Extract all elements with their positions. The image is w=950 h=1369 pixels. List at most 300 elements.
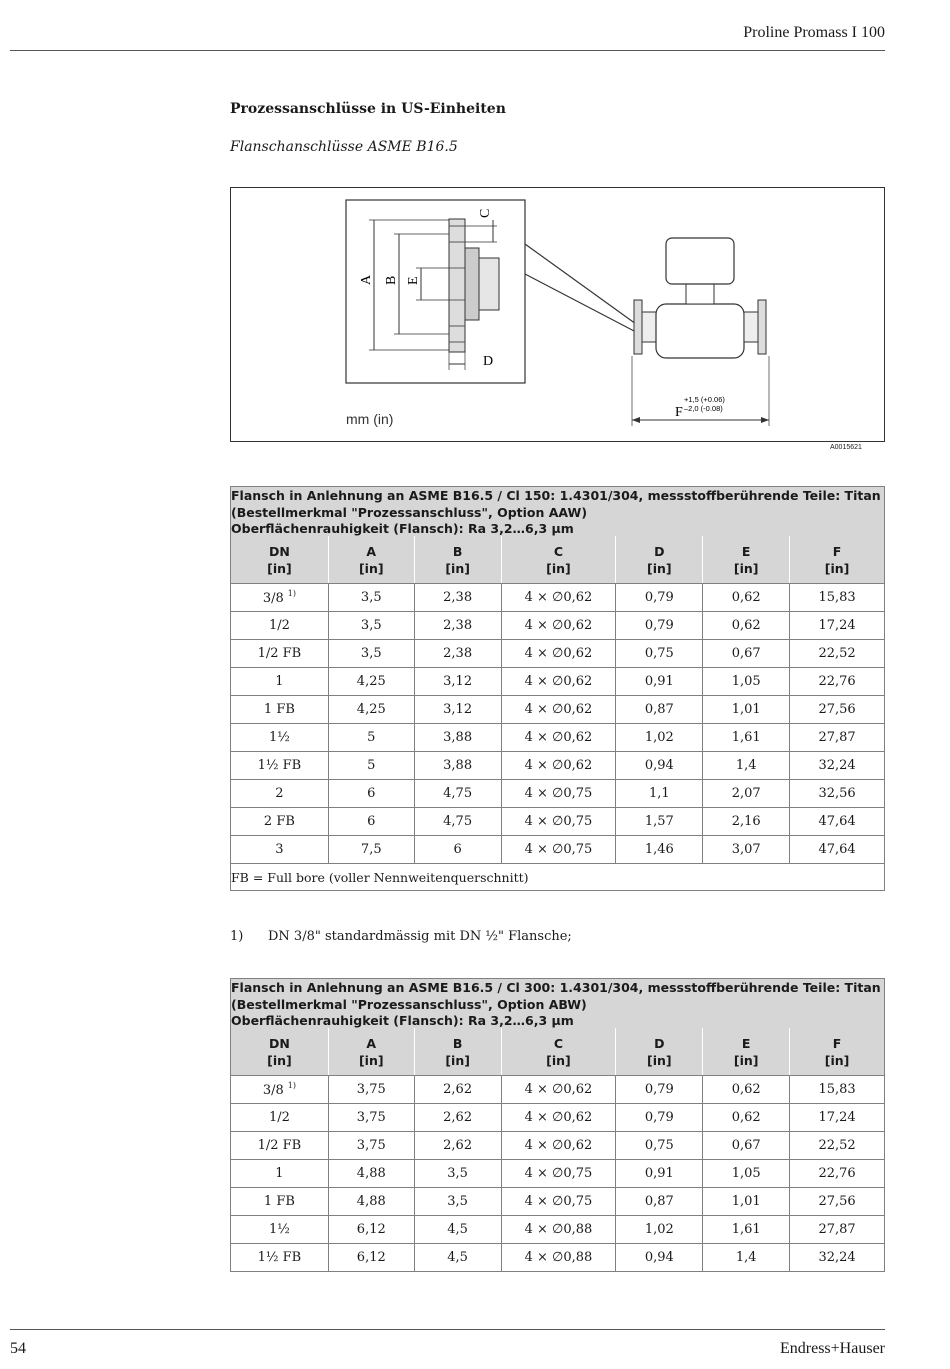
cell-value: 3/8 xyxy=(262,591,284,606)
cell-dn xyxy=(231,1104,329,1132)
label-a: A xyxy=(359,274,374,285)
cell-value: 4 × ∅0,75 xyxy=(524,1194,593,1209)
cell-value: 4,5 xyxy=(447,1222,468,1237)
cell-a xyxy=(328,836,414,864)
cell-c xyxy=(501,1076,616,1104)
col-header-f: F [in] xyxy=(790,536,885,584)
cell-value: 3,12 xyxy=(443,702,473,717)
cell-d xyxy=(616,752,703,780)
cell-value: 3,12 xyxy=(443,674,473,689)
cell-dn xyxy=(231,780,329,808)
cell-b xyxy=(414,724,501,752)
cell-value: 2,62 xyxy=(443,1138,473,1153)
cell-dn xyxy=(231,1160,329,1188)
col-header-e: E [in] xyxy=(703,536,790,584)
table-row xyxy=(231,752,885,780)
cell-value: 1,05 xyxy=(731,674,761,689)
cell-value: 3,88 xyxy=(443,730,473,745)
footnote xyxy=(230,929,572,944)
cell-dn xyxy=(231,1244,329,1272)
table-row xyxy=(231,836,885,864)
cell-value: 1,4 xyxy=(735,1250,757,1265)
cell-value: 1 FB xyxy=(263,702,295,717)
cell-c xyxy=(501,584,616,612)
cell-dn xyxy=(231,1076,329,1104)
cell-value: 22,52 xyxy=(818,1138,856,1153)
cell-c xyxy=(501,724,616,752)
running-header: Proline Promass I 100 xyxy=(743,24,885,41)
cell-f xyxy=(790,668,885,696)
cell-a xyxy=(328,1132,414,1160)
cell-value: 3,5 xyxy=(447,1194,468,1209)
cell-value: 0,94 xyxy=(644,758,674,773)
cell-value: 1,61 xyxy=(731,730,761,745)
cell-value: 2,62 xyxy=(443,1082,473,1097)
cell-f xyxy=(790,1216,885,1244)
cell-value: 6 xyxy=(367,814,376,829)
label-e: E xyxy=(406,276,421,285)
cell-d xyxy=(616,1160,703,1188)
cell-b xyxy=(414,1104,501,1132)
cell-value: 47,64 xyxy=(818,842,856,857)
cell-value: 2 FB xyxy=(263,814,295,829)
cell-b xyxy=(414,696,501,724)
cell-a xyxy=(328,808,414,836)
cell-value: 27,87 xyxy=(818,1222,856,1237)
cell-value: 0,62 xyxy=(731,590,761,605)
cell-value: 1,02 xyxy=(644,730,674,745)
cell-value: 4 × ∅0,88 xyxy=(524,1222,593,1237)
cell-a xyxy=(328,696,414,724)
cell-a xyxy=(328,1160,414,1188)
table-row xyxy=(231,1216,885,1244)
cell-c xyxy=(501,1104,616,1132)
cell-c xyxy=(501,808,616,836)
cell-value: 6 xyxy=(367,786,376,801)
cell-b xyxy=(414,1244,501,1272)
cell-value: 3 xyxy=(275,842,284,857)
cell-value: 1½ xyxy=(268,1222,290,1237)
cell-e xyxy=(703,724,790,752)
cell-value: 1,57 xyxy=(644,814,674,829)
cell-value: 32,24 xyxy=(818,758,856,773)
cell-value: 4 × ∅0,75 xyxy=(524,1166,593,1181)
label-d: D xyxy=(483,354,494,369)
cell-d xyxy=(616,1244,703,1272)
cell-value: 3,75 xyxy=(356,1082,386,1097)
cell-e xyxy=(703,1216,790,1244)
cell-a xyxy=(328,1076,414,1104)
table-row xyxy=(231,724,885,752)
cell-value: 1/2 xyxy=(268,618,290,633)
cell-value: 22,52 xyxy=(818,646,856,661)
cell-c xyxy=(501,752,616,780)
cell-value: 4,75 xyxy=(443,786,473,801)
cell-value: 0,87 xyxy=(644,1194,674,1209)
cell-value: 0,79 xyxy=(644,1082,674,1097)
cell-e xyxy=(703,1188,790,1216)
cell-c xyxy=(501,668,616,696)
cell-b xyxy=(414,612,501,640)
flange-diagram-svg xyxy=(231,188,884,441)
table-caption: Flansch in Anlehnung an ASME B16.5 / Cl 150: 1.4301/304, messstoffberührende Teile: Titan (Bestellmerkmal "Prozessanschluss", Option AAW) xyxy=(231,487,885,522)
footnote-number: 1) xyxy=(230,929,244,944)
cell-e xyxy=(703,1104,790,1132)
cell-a xyxy=(328,640,414,668)
cell-value: 0,62 xyxy=(731,1082,761,1097)
cell-value: 0,67 xyxy=(731,1138,761,1153)
cell-value: 0,91 xyxy=(644,674,674,689)
label-c: C xyxy=(478,208,493,218)
cell-value: 1/2 FB xyxy=(257,1138,302,1153)
cell-b xyxy=(414,1188,501,1216)
cell-value: 1½ FB xyxy=(257,758,302,773)
cell-dn xyxy=(231,724,329,752)
cell-dn xyxy=(231,668,329,696)
cell-value: 27,56 xyxy=(818,702,856,717)
cell-d xyxy=(616,612,703,640)
cell-value: 4,88 xyxy=(356,1194,386,1209)
col-header-b: B [in] xyxy=(414,536,501,584)
table-row xyxy=(231,1188,885,1216)
table-row xyxy=(231,1160,885,1188)
cell-value: 5 xyxy=(367,758,376,773)
cell-value: 32,56 xyxy=(818,786,856,801)
cell-value: 0,62 xyxy=(731,1110,761,1125)
col-header-c: C [in] xyxy=(501,1028,616,1076)
cell-c xyxy=(501,696,616,724)
cell-b xyxy=(414,808,501,836)
cell-d xyxy=(616,584,703,612)
surface-roughness: Oberflächenrauhigkeit (Flansch): Ra 3,2…6,3 µm xyxy=(231,521,885,536)
cell-dn xyxy=(231,1188,329,1216)
label-b: B xyxy=(384,275,399,285)
cell-d xyxy=(616,1104,703,1132)
cell-a xyxy=(328,1188,414,1216)
cell-value: 1,61 xyxy=(731,1222,761,1237)
cell-value: 2 xyxy=(275,786,284,801)
cell-value: 1,46 xyxy=(644,842,674,857)
cell-value: 3,75 xyxy=(356,1138,386,1153)
table-row xyxy=(231,640,885,668)
cell-f xyxy=(790,1132,885,1160)
cell-b xyxy=(414,1216,501,1244)
footnote-ref: 1) xyxy=(287,1081,296,1090)
cell-value: 1 xyxy=(275,674,284,689)
cell-value: 1,05 xyxy=(731,1166,761,1181)
flange-dimension-drawing xyxy=(230,187,885,442)
cell-value: 4 × ∅0,88 xyxy=(524,1250,593,1265)
flange-table-cl300 xyxy=(230,978,885,1272)
cell-value: 3,5 xyxy=(447,1166,468,1181)
cell-dn xyxy=(231,696,329,724)
cell-f xyxy=(790,1104,885,1132)
cell-value: 1,1 xyxy=(648,786,670,801)
cell-a xyxy=(328,1216,414,1244)
cell-value: 1½ xyxy=(268,730,290,745)
cell-value: 17,24 xyxy=(818,618,856,633)
cell-value: 1 xyxy=(275,1166,284,1181)
cell-value: 4 × ∅0,62 xyxy=(524,590,593,605)
cell-value: 27,87 xyxy=(818,730,856,745)
cell-d xyxy=(616,1216,703,1244)
cell-d xyxy=(616,1132,703,1160)
cell-f xyxy=(790,1076,885,1104)
cell-dn xyxy=(231,752,329,780)
cell-b xyxy=(414,1076,501,1104)
table-row xyxy=(231,1076,885,1104)
cell-value: 0,62 xyxy=(731,618,761,633)
cell-value: 2,38 xyxy=(443,590,473,605)
cell-value: 1½ FB xyxy=(257,1250,302,1265)
section-subtitle: Flanschanschlüsse ASME B16.5 xyxy=(230,139,458,155)
cell-b xyxy=(414,780,501,808)
table-caption: Flansch in Anlehnung an ASME B16.5 / Cl 300: 1.4301/304, messstoffberührende Teile: Titan (Bestellmerkmal "Prozessanschluss", Option ABW) xyxy=(231,979,885,1014)
cell-value: 4,25 xyxy=(356,674,386,689)
cell-c xyxy=(501,836,616,864)
cell-value: 3,5 xyxy=(360,618,382,633)
cell-value: 4 × ∅0,62 xyxy=(524,646,593,661)
cell-value: 2,38 xyxy=(443,618,473,633)
figure-id: A0015621 xyxy=(830,444,862,451)
cell-value: 6,12 xyxy=(356,1250,386,1265)
table-row xyxy=(231,612,885,640)
table-row xyxy=(231,1132,885,1160)
col-header-dn: DN [in] xyxy=(231,536,329,584)
cell-value: 0,79 xyxy=(644,1110,674,1125)
cell-d xyxy=(616,668,703,696)
tolerance-minus: –2,0 (-0.08) xyxy=(684,404,723,413)
cell-value: 0,79 xyxy=(644,618,674,633)
cell-c xyxy=(501,612,616,640)
cell-f xyxy=(790,724,885,752)
cell-value: 1 FB xyxy=(263,1194,295,1209)
cell-value: 2,62 xyxy=(443,1110,473,1125)
cell-e xyxy=(703,1160,790,1188)
cell-f xyxy=(790,1188,885,1216)
table-row xyxy=(231,584,885,612)
cell-value: 4,5 xyxy=(447,1250,468,1265)
section-title: Prozessanschlüsse in US-Einheiten xyxy=(230,101,506,117)
cell-b xyxy=(414,668,501,696)
cell-f xyxy=(790,696,885,724)
cell-f xyxy=(790,780,885,808)
page-number: 54 xyxy=(10,1340,26,1357)
cell-value: 4 × ∅0,62 xyxy=(524,730,593,745)
cell-d xyxy=(616,724,703,752)
cell-value: 1,01 xyxy=(731,702,761,717)
cell-value: 4,25 xyxy=(356,702,386,717)
cell-a xyxy=(328,724,414,752)
cell-a xyxy=(328,780,414,808)
cell-b xyxy=(414,1132,501,1160)
cell-value: 4 × ∅0,62 xyxy=(524,1082,593,1097)
cell-value: 0,87 xyxy=(644,702,674,717)
cell-value: 15,83 xyxy=(818,1082,856,1097)
col-header-a: A [in] xyxy=(328,536,414,584)
cell-value: 4 × ∅0,75 xyxy=(524,842,593,857)
cell-c xyxy=(501,1188,616,1216)
cell-f xyxy=(790,808,885,836)
cell-c xyxy=(501,1216,616,1244)
cell-dn xyxy=(231,1216,329,1244)
table-row xyxy=(231,1104,885,1132)
cell-value: 0,75 xyxy=(644,646,674,661)
cell-c xyxy=(501,1244,616,1272)
cell-value: 3,75 xyxy=(356,1110,386,1125)
cell-c xyxy=(501,1132,616,1160)
header-divider xyxy=(10,50,885,51)
tolerance-plus: +1,5 (+0.06) xyxy=(684,395,725,404)
cell-dn xyxy=(231,1132,329,1160)
cell-value: 2,38 xyxy=(443,646,473,661)
cell-e xyxy=(703,1076,790,1104)
cell-b xyxy=(414,584,501,612)
cell-value: 4 × ∅0,75 xyxy=(524,786,593,801)
cell-b xyxy=(414,836,501,864)
col-header-b: B [in] xyxy=(414,1028,501,1076)
surface-roughness: Oberflächenrauhigkeit (Flansch): Ra 3,2…6,3 µm xyxy=(231,1013,885,1028)
table-row xyxy=(231,1244,885,1272)
table-row xyxy=(231,780,885,808)
cell-value: 2,16 xyxy=(731,814,761,829)
cell-value: 4,88 xyxy=(356,1166,386,1181)
cell-e xyxy=(703,1132,790,1160)
table-row xyxy=(231,668,885,696)
cell-value: 1,02 xyxy=(644,1222,674,1237)
cell-d xyxy=(616,780,703,808)
cell-value: 0,67 xyxy=(731,646,761,661)
cell-value: 3,5 xyxy=(360,590,382,605)
cell-value: 0,94 xyxy=(644,1250,674,1265)
flange-table-cl150 xyxy=(230,486,885,891)
cell-value: 4 × ∅0,75 xyxy=(524,814,593,829)
cell-d xyxy=(616,1076,703,1104)
col-header-e: E [in] xyxy=(703,1028,790,1076)
cell-value: 4 × ∅0,62 xyxy=(524,618,593,633)
footer-divider xyxy=(10,1329,885,1330)
cell-value: 6,12 xyxy=(356,1222,386,1237)
cell-value: 3/8 xyxy=(262,1083,284,1098)
cell-e xyxy=(703,1244,790,1272)
cell-dn xyxy=(231,836,329,864)
footnote-text: DN 3/8" standardmässig mit DN ½" Flansche; xyxy=(268,929,572,944)
table-note: FB = Full bore (voller Nennweitenquerschnitt) xyxy=(231,864,885,891)
cell-dn xyxy=(231,584,329,612)
cell-a xyxy=(328,752,414,780)
cell-value: 32,24 xyxy=(818,1250,856,1265)
cell-e xyxy=(703,780,790,808)
col-header-d: D [in] xyxy=(616,1028,703,1076)
table-row xyxy=(231,696,885,724)
cell-f xyxy=(790,640,885,668)
cell-e xyxy=(703,584,790,612)
cell-f xyxy=(790,1160,885,1188)
cell-value: 4 × ∅0,62 xyxy=(524,674,593,689)
cell-a xyxy=(328,1104,414,1132)
cell-dn xyxy=(231,640,329,668)
cell-value: 22,76 xyxy=(818,674,856,689)
cell-dn xyxy=(231,612,329,640)
cell-d xyxy=(616,808,703,836)
cell-d xyxy=(616,696,703,724)
cell-a xyxy=(328,1244,414,1272)
cell-e xyxy=(703,752,790,780)
cell-a xyxy=(328,612,414,640)
units-label: mm (in) xyxy=(346,411,394,427)
cell-value: 3,88 xyxy=(443,758,473,773)
col-header-d: D [in] xyxy=(616,536,703,584)
cell-f xyxy=(790,836,885,864)
label-f: F xyxy=(675,405,683,420)
cell-e xyxy=(703,836,790,864)
cell-dn xyxy=(231,808,329,836)
cell-value: 3,5 xyxy=(360,646,382,661)
cell-f xyxy=(790,584,885,612)
cell-value: 2,07 xyxy=(731,786,761,801)
cell-value: 22,76 xyxy=(818,1166,856,1181)
cell-value: 4,75 xyxy=(443,814,473,829)
col-header-dn: DN [in] xyxy=(231,1028,329,1076)
table-row xyxy=(231,808,885,836)
cell-e xyxy=(703,640,790,668)
footer-brand: Endress+Hauser xyxy=(780,1340,885,1357)
cell-d xyxy=(616,1188,703,1216)
cell-a xyxy=(328,584,414,612)
cell-e xyxy=(703,612,790,640)
cell-value: 1,01 xyxy=(731,1194,761,1209)
cell-c xyxy=(501,640,616,668)
cell-d xyxy=(616,640,703,668)
cell-f xyxy=(790,612,885,640)
cell-value: 1/2 FB xyxy=(257,646,302,661)
cell-value: 47,64 xyxy=(818,814,856,829)
cell-value: 4 × ∅0,62 xyxy=(524,758,593,773)
col-header-c: C [in] xyxy=(501,536,616,584)
cell-d xyxy=(616,836,703,864)
cell-value: 5 xyxy=(367,730,376,745)
cell-e xyxy=(703,696,790,724)
cell-value: 0,79 xyxy=(644,590,674,605)
cell-value: 1/2 xyxy=(268,1110,290,1125)
cell-value: 0,91 xyxy=(644,1166,674,1181)
cell-e xyxy=(703,668,790,696)
cell-c xyxy=(501,780,616,808)
cell-f xyxy=(790,1244,885,1272)
cell-value: 1,4 xyxy=(735,758,757,773)
cell-f xyxy=(790,752,885,780)
cell-value: 4 × ∅0,62 xyxy=(524,1138,593,1153)
cell-value: 27,56 xyxy=(818,1194,856,1209)
cell-value: 3,07 xyxy=(731,842,761,857)
cell-value: 4 × ∅0,62 xyxy=(524,702,593,717)
cell-value: 0,75 xyxy=(644,1138,674,1153)
cell-value: 15,83 xyxy=(818,590,856,605)
cell-value: 4 × ∅0,62 xyxy=(524,1110,593,1125)
col-header-a: A [in] xyxy=(328,1028,414,1076)
cell-b xyxy=(414,752,501,780)
cell-value: 6 xyxy=(453,842,462,857)
cell-value: 7,5 xyxy=(360,842,382,857)
cell-c xyxy=(501,1160,616,1188)
cell-b xyxy=(414,640,501,668)
cell-a xyxy=(328,668,414,696)
footnote-ref: 1) xyxy=(287,589,296,598)
cell-b xyxy=(414,1160,501,1188)
cell-value: 17,24 xyxy=(818,1110,856,1125)
cell-e xyxy=(703,808,790,836)
col-header-f: F [in] xyxy=(790,1028,885,1076)
